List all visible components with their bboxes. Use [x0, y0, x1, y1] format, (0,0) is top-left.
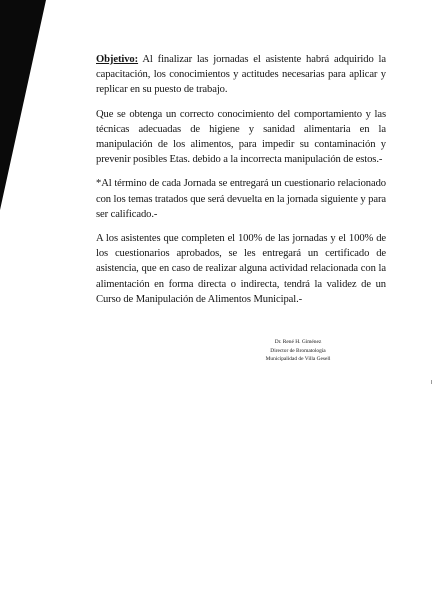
objective-paragraph	[96, 52, 386, 98]
signature-block	[258, 338, 338, 364]
hygiene-paragraph: Que se obtenga un correcto conocimiento del comportamiento y las técnicas adecuadas de higiene y sanidad alimentaria en la manipulación de los alimentos, para impedir su contaminación y prevenir posibles Etas. debido a la incorrecta manipulación de estos.-	[96, 108, 386, 166]
signer-name: Dr. René H. Giménez	[274, 339, 322, 345]
objective-label: Objetivo:	[96, 54, 139, 65]
certificate-paragraph: A los asistentes que completen el 100% de las jornadas y el 100% de los cuestionarios aprobados, se les entregará un certificado de asistencia, que en caso de realizar alguna actividad relacionada con la alimentación en forma directa o indirecta, tendrá la validez de un Curso de Manipulación de Alimentos Municipal.-	[96, 233, 386, 305]
signer-organization: Municipalidad de Villa Gesell	[265, 356, 331, 363]
scan-speck-mark	[431, 380, 432, 384]
signer-position: Director de Bromatología	[270, 347, 326, 354]
objective-text: Al finalizar las jornadas el asistente habrá adquirido la capacitación, los conocimientos y actitudes necesarias para aplicar y replicar en su puesto de trabajo.	[96, 54, 386, 96]
document-body	[96, 52, 386, 316]
scan-dark-corner	[0, 0, 60, 220]
questionnaire-paragraph: *Al término de cada Jornada se entregará un cuestionario relacionado con los temas tratados que será devuelta en la jornada siguiente y para ser calificado.-	[96, 178, 387, 220]
